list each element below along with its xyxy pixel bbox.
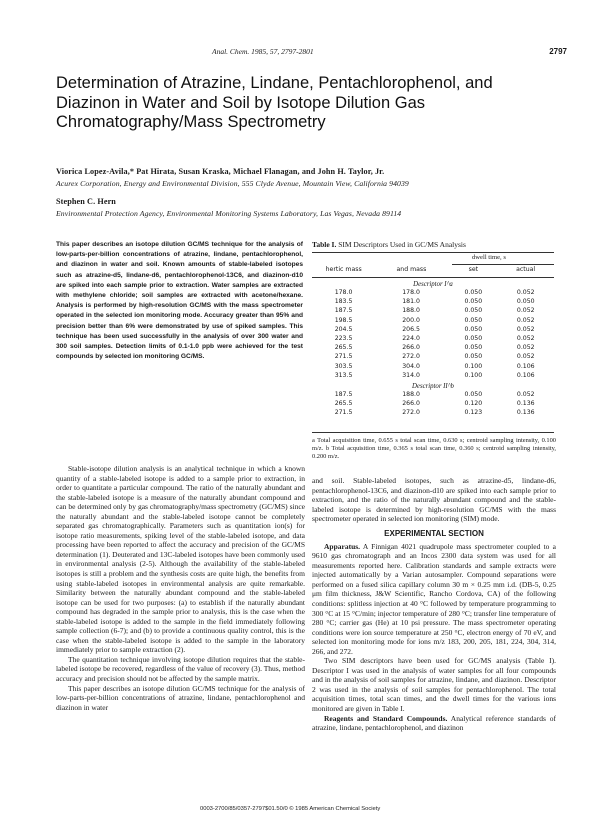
descriptor-1-cell: 0.052: [516, 316, 535, 324]
body-right-column: [312, 476, 556, 733]
descriptor-1-cell: 204.5: [334, 325, 353, 333]
descriptor-2-table: [312, 390, 552, 418]
journal-citation: Anal. Chem. 1985, 57, 2797-2801: [212, 47, 314, 56]
table-footnote: a Total acquisition time, 0.655 s total scan time, 0.630 s; centroid sampling intensity, 0.100 m/z. b Total acquisition time, 0.365 s total scan time, 0.360 s; centroid sampling intensity, 0.200 m/z.: [312, 437, 556, 460]
col-header-2: and mass: [396, 266, 427, 274]
table-row: [312, 306, 552, 315]
descriptor-2-cell: 0.052: [516, 390, 535, 398]
descriptor-1-cell: 0.052: [516, 344, 535, 352]
descriptor-1-cell: 0.050: [464, 316, 483, 324]
descriptor-1-cell: 0.052: [516, 289, 535, 297]
table-row: [312, 408, 552, 417]
table-label: Table I.: [312, 240, 337, 249]
author-2: Stephen C. Hern: [56, 197, 116, 206]
descriptor-2-cell: 266.0: [402, 400, 420, 408]
table-title: SIM Descriptors Used in GC/MS Analysis: [336, 240, 466, 249]
author-list: Viorica Lopez-Avila,* Pat Hirata, Susan Kraska, Michael Flanagan, and John H. Taylor, Jr.: [56, 167, 385, 176]
table-row: [312, 352, 552, 361]
table-row: [312, 334, 552, 343]
table-row: [312, 316, 552, 325]
descriptor-1-cell: 304.0: [402, 362, 420, 370]
body-left-column: [56, 464, 305, 712]
descriptor-1-cell: 0.050: [464, 335, 483, 343]
descriptor-1-cell: 181.0: [402, 298, 420, 306]
descriptor-1-cell: 188.0: [402, 307, 420, 315]
apparatus-run-in: Apparatus.: [324, 541, 361, 551]
descriptor-2-label: Descriptor II^b: [412, 382, 454, 390]
col-header-3: set: [468, 266, 479, 274]
table-row: [312, 343, 552, 352]
descriptor-paragraph: Two SIM descriptors have been used for GC/MS analysis (Table I). Descriptor I was used in the analysis of water samples for all four compounds and in the analysis of soil samples for atrazine, lindane, and diazinon. Descriptor 2 was used in the analysis of soil samples for pentachlorophenol. The total acquisition times, total scan times, and the dwell times for the various ions monitored are given in Table I.: [312, 656, 556, 714]
table-top-rule: [312, 252, 554, 253]
apparatus-paragraph: [312, 542, 556, 657]
col-header-4: actual: [516, 266, 536, 274]
descriptor-2-cell: 0.136: [516, 400, 535, 408]
table-bottom-rule: [312, 432, 554, 433]
copyright-line: 0003-2700/85/0357-2797$01.50/0 © 1985 American Chemical Society: [200, 806, 381, 812]
descriptor-1-cell: 313.5: [334, 371, 353, 379]
descriptor-1-cell: 0.106: [516, 371, 535, 379]
section-heading: EXPERIMENTAL SECTION: [384, 528, 484, 538]
descriptor-1-cell: 206.5: [402, 325, 420, 333]
descriptor-1-cell: 0.052: [516, 325, 535, 333]
authors-block: [56, 167, 409, 218]
descriptor-1-cell: 200.0: [402, 316, 420, 324]
descriptor-2-cell: 0.136: [516, 409, 535, 417]
reagents-text: Analytical reference standards of atrazine, lindane, pentachlorophenol, and diazinon: [312, 713, 556, 733]
descriptor-1-cell: 303.5: [334, 362, 353, 370]
body-paragraph-3: This paper describes an isotope dilution GC/MS technique for the analysis of low-parts-per-billion concentrations of atrazine, lindane, pentachlorophenol and diazinon in water: [56, 683, 305, 712]
descriptor-1-cell: 0.050: [464, 325, 483, 333]
descriptor-1-cell: 0.052: [516, 353, 535, 361]
descriptor-1-cell: 0.050: [464, 307, 483, 315]
descriptor-2-cell: 265.5: [334, 400, 353, 408]
page-number: 2797: [549, 47, 567, 56]
reagents-paragraph: [312, 714, 556, 733]
table-row: [312, 362, 552, 371]
descriptor-1-cell: 224.0: [402, 335, 420, 343]
descriptor-1-cell: 183.5: [334, 298, 353, 306]
affiliation-1: Acurex Corporation, Energy and Environmental Division, 555 Clyde Avenue, Mountain View, California 94039: [56, 179, 409, 188]
table-column-headers: [312, 265, 552, 274]
descriptor-1-cell: 314.0: [402, 371, 420, 379]
table-header: [312, 254, 554, 274]
descriptor-2-cell: 272.0: [402, 409, 420, 417]
descriptor-1-cell: 178.0: [334, 289, 353, 297]
descriptor-1-cell: 0.050: [464, 298, 483, 306]
right-intro-paragraph: and soil. Stable-labeled isotopes, such as atrazine-d5, lindane-d6, pentachlorophenol-13C6, and diazinon-d10 are spiked into each sample prior to extraction, and the ratio of the naturally abundant compound and the stable-labeled isotope is determined by high-resolution GC/MS with the mass spectrometer operated in selected ion monitoring (SIM) mode.: [312, 476, 556, 524]
descriptor-1-cell: 187.5: [334, 307, 353, 315]
reagents-run-in: Reagents and Standard Compounds.: [324, 713, 448, 723]
affiliation-2: Environmental Protection Agency, Environmental Monitoring Systems Laboratory, Las Vegas, Nevada 89114: [56, 209, 402, 218]
descriptor-1-table: [312, 288, 552, 380]
descriptor-1-label: Descriptor I^a: [413, 281, 453, 288]
table-row: [312, 371, 552, 380]
group-header-rule: [452, 264, 554, 265]
descriptor-1-cell: 198.5: [334, 316, 353, 324]
table-row: [312, 297, 552, 306]
body-paragraph-1: Stable-isotope dilution analysis is an analytical technique in which a known quantity of a stable-labeled isotope is added to a sample prior to extraction, in order to quantitate a particular compound. The ratio of the naturally abundant and the stable-labeled isotope is a measure of the naturally abundant compound and can be determined only by gas chromatography/mass spectrometry (GC/MS) since the naturally abundant and the stable-labeled isotope cannot be completely separated gas chromatographically. Parameters such as quantitation ion(s) for isotope ratio measurements, spiking level of the stable-labeled isotope, and data processing have been reported to affect the accuracy and precision of the GC/MS determination (1). Deuterated and 13C-labeled isotopes have been commonly used in environmental analysis (2-5). Although the availability of the stable-labeled isotopes is still a problem and the synthesis costs are quite high, the benefits from using stable-labeled isotopes in environmental analysis are quite remarkable. Similarity between the naturally abundant compound and the stable-labeled isotope can be used for two purposes: (a) to establish if the naturally abundant compound has degraded in the sample prior to analysis, this is the case when the stable-labeled isotope is added to the sample in the field immediately following sample collection (6-7); and (b) to provide a continuous quality control, this is the case when the stable-labeled isotope is added to the sample in the laboratory immediately prior to sample extraction (2).: [56, 464, 305, 655]
descriptor-1-cell: 178.0: [402, 289, 420, 297]
descriptor-1-cell: 265.5: [334, 344, 353, 352]
descriptor-1-cell: 0.052: [516, 335, 535, 343]
table-group-header-row: [312, 254, 554, 265]
table-row: [312, 288, 552, 297]
descriptor-2-cell: 187.5: [334, 390, 353, 398]
table-row: [312, 399, 552, 408]
table-row: [312, 325, 552, 334]
table-row: [312, 390, 552, 399]
paper-title: Determination of Atrazine, Lindane, Pentachlorophenol, and Diazinon in Water and Soil by Isotope Dilution Gas Chromatography/Mass Spectrometry: [56, 74, 493, 131]
descriptor-1-cell: 0.050: [464, 289, 483, 297]
col-header-1: hertic mass: [325, 266, 362, 274]
table-body: [312, 281, 554, 417]
descriptor-1-cell: 271.5: [334, 353, 353, 361]
descriptor-2-cell: 0.123: [464, 409, 483, 417]
abstract: This paper describes an isotope dilution GC/MS technique for the analysis of low-parts-per-billion concentrations of atrazine, lindane, pentachlorophenol, and diazinon in water and soil. Known amounts of stable-labeled isotopes such as atrazine-d5, lindane-d6, pentachlorophenol-13C6, and diazinon-d10 are spiked into each sample prior to extraction. Water samples are extracted with methylene chloride; soil samples are extracted with acetone/hexane. Analysis is performed by high-resolution GC/MS with the mass spectrometer operated in the selected ion monitoring mode. Accuracy greater than 95% and precision better than 6% were demonstrated by use of spiked samples. This technique has been used successfully in the analysis of over 300 water and 300 soil samples. Detection limits of 0.1-1.0 ppb were achieved for the test compounds by selected ion monitoring GC/MS.: [56, 241, 303, 361]
descriptor-1-cell: 0.100: [464, 362, 483, 370]
descriptor-1-cell: 0.100: [464, 371, 483, 379]
table-caption: [312, 240, 557, 249]
descriptor-1-cell: 0.050: [516, 298, 535, 306]
body-paragraph-2: The quantitation technique involving isotope dilution requires that the stable-labeled isotope be recovered, regardless of the value of recovery (3). Thus, method accuracy and precision should not be affected by the sample matrix.: [56, 654, 305, 684]
descriptor-1-cell: 266.0: [402, 344, 420, 352]
descriptor-2-cell: 0.050: [464, 390, 483, 398]
descriptor-2-cell: 188.0: [402, 390, 420, 398]
descriptor-1-cell: 0.106: [516, 362, 535, 370]
dwell-time-header: dwell time, s: [472, 254, 506, 261]
apparatus-text: A Finnigan 4021 quadrupole mass spectrometer coupled to a 9610 gas chromatograph and an Incos 2300 data system was used for all measurements reported here. Calibration standards and sample extracts were injected automatically by a Varian autosampler. Compound separations were performed on a fused silica capillary column 30 m × 0.25 mm i.d. (DB-5, 0.25 μm film thickness, J&W Scientific, Rancho Cordova, CA) of the following conditions: splitless injection at 40 °C followed by temperature programming to 300 °C at 15 °C/min; injector temperature of 280 °C; transfer line temperature of 280 °C; carrier gas (He) at 10 psi pressure. The mass spectrometer operating conditions were ion source temperature at 250 °C, electron energy of 70 eV, and selected ion monitoring mode for ions m/z 183, 200, 205, 181, 224, 304, 314, 266, and 272.: [312, 541, 556, 656]
descriptor-1-cell: 0.052: [516, 307, 535, 315]
descriptor-1-cell: 272.0: [402, 353, 420, 361]
descriptor-2-cell: 0.120: [464, 400, 483, 408]
descriptor-1-cell: 0.050: [464, 344, 483, 352]
descriptor-1-cell: 0.050: [464, 353, 483, 361]
table-header-rule: [312, 277, 554, 278]
descriptor-1-cell: 223.5: [334, 335, 353, 343]
descriptor-2-cell: 271.5: [334, 409, 353, 417]
